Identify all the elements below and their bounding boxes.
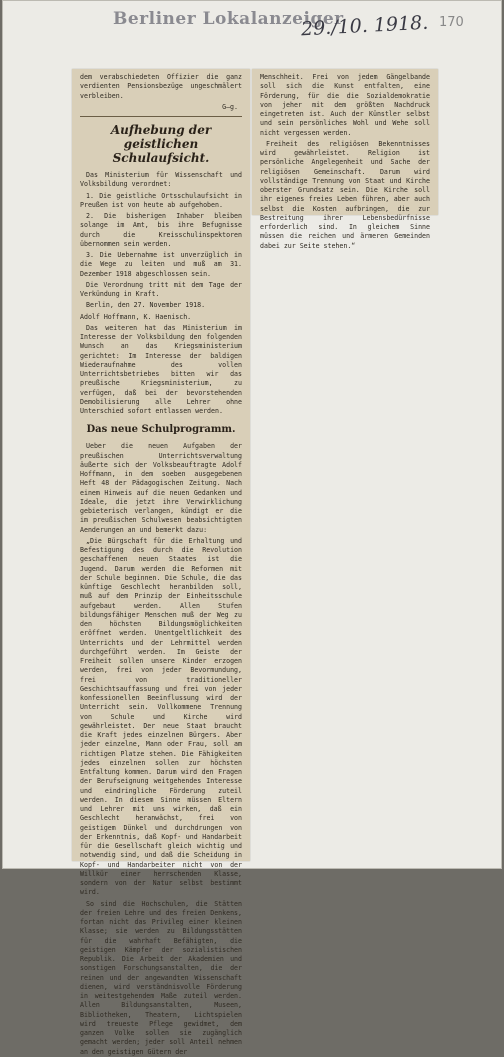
dateline: Berlin, den 27. November 1918. <box>86 301 206 310</box>
signatories: Adolf Hoffmann, K. Haenisch. <box>80 312 192 321</box>
archive-sheet <box>2 0 502 1056</box>
paragraph: 2. Die bisherigen Inhaber bleiben solange im Amt, bis ihre Befugnisse durch die Kreisschulinspektoren übernommen sein werden. <box>80 212 242 248</box>
paragraph: Das Ministerium für Wissenschaft und Volksbildung verordnet: <box>80 171 242 189</box>
headline-school-supervision: Aufhebung der geistlichen Schulaufsicht. <box>110 123 212 165</box>
paragraph: 3. Die Uebernahme ist unverzüglich in die Wege zu leiten und muß am 31. Dezember 1918 abgeschlossen sein. <box>80 251 242 278</box>
paragraph: Freiheit des religiösen Bekenntnisses wird gewährleistet. Religion ist persönliche Angelegenheit und Sache der religiösen Gemeinschaft. Darum wird vollständige Trennung von Staat und Kirche oberster Grundsatz sein. Die Kirche soll ihr eigenes freies Leben führen, aber auch selbst die Kosten aufbringen, die zur Bestreitung ihrer Lebensbedürfnisse erforderlich sind. In gleichem Sinne müssen die reichen und ärmeren Gemeinden dabei zur Seite stehen.“ <box>260 139 430 250</box>
intro-text: dem verabschiedeten Offizier die ganz verdienten Pensionsbezüge ungeschmälert verbleiben. <box>80 73 242 100</box>
newspaper-masthead: Berliner Lokalanzeiger <box>113 9 344 29</box>
divider <box>80 116 242 117</box>
handwritten-date: 29./10. 1918. <box>300 11 429 41</box>
intro-signature: G—g. <box>222 102 238 111</box>
paragraph: Die Verordnung tritt mit dem Tage der Verkündung in Kraft. <box>80 280 242 298</box>
clipping-left-column <box>72 69 250 1056</box>
page-number: 170 <box>439 15 464 30</box>
paragraph: Ueber die neuen Aufgaben der preußischen Unterrichtsverwaltung äußerte sich der Volksbeauftragte Adolf Hoffmann, in dem soeben ausgegebenen Heft 48 der Pädagogischen Zeitung. Nach einem Hinweis auf die neuen Gedanken und Ideale, die jetzt ihre Verwirklichung gebieterisch verlangen, kündigt er die im preußischen Schulwesen beabsichtigten Aenderungen an und bemerkt dazu: <box>80 442 242 534</box>
paragraph: Menschheit. Frei von jedem Gängelbande soll sich die Kunst entfalten, eine Förderung, für die die Sozialdemokratie von jeher mit dem größten Nachdruck eingetreten ist. Auch der Künstler selbst und sein persönliches Wohl und Wehe soll nicht vergessen werden. <box>260 73 430 137</box>
paragraph: „Die Bürgschaft für die Erhaltung und Befestigung des durch die Revolution geschaffenen neuen Staates ist die Jugend. Darum werden die Reformen mit der Schule beginnen. Die Schule, die das künftige Geschlecht heranbilden soll, muß auf dem Prinzip der Einheitsschule aufgebaut werden. Allen Stufen bildungsfähiger Menschen muß der Weg zu den höchsten Bildungsmöglichkeiten eröffnet werden. Unentgeltlichkeit des Unterrichts und der Lehrmittel werden durchgeführt werden. Im Geiste der Freiheit sollen unsere Kinder erzogen werden, frei von jeder Bevormundung, frei von traditioneller Geschichtsauffassung und frei von jeder konfessionellen Beeinflussung wird der Unterricht sein. Vollkommene Trennung von Schule und Kirche wird gewährleistet. Der neue Staat braucht die Kraft jedes einzelnen Bürgers. Aber jeder einzelne, Mann oder Frau, soll am richtigen Platze stehen. Die Fähigkeiten jedes einzelnen sollen zur höchsten Entfaltung kommen. Darum wird den Fragen der Berufseignung weitgehendes Interesse und eindringliche Förderung zuteil werden. In diesem Sinne müssen Eltern und Lehrer mit uns wirken, daß ein Geschlecht heranwächst, frei von geistigem Dünkel und durchdrungen von der Erkenntnis, daß Kopf- und Handarbeit für die Gesellschaft gleich wichtig und notwendig sind, und daß die Scheidung in Kopf- und Handarbeiter nicht von der Willkür einer herrschenden Klasse, sondern von der Natur selbst bestimmt wird. <box>80 536 242 897</box>
clipping-right-column <box>252 69 438 250</box>
headline-school-program: Das neue Schulprogramm. <box>86 424 236 436</box>
paragraph: 1. Die geistliche Ortsschulaufsicht in Preußen ist von heute ab aufgehoben. <box>80 191 242 209</box>
paragraph: So sind die Hochschulen, die Stätten der freien Lehre und des freien Denkens, fortan nicht das Privileg einer kleinen Klasse; sie werden zu Bildungsstätten für die wahrhaft Befähigten, die geistigen Kämpfer der sozialistischen Republik. Die Arbeit der Akademien und sonstigen Forschungsanstalten, die der reinen und der angewandten Wissenschaft dienen, wird verständnisvolle Förderung in weitestgehendem Maße zuteil werden. Allen Bildungsanstalten, Museen, Bibliotheken, Theatern, Lichtspielen wird treueste Pflege gewidmet, dem ganzen Volke sollen sie zugänglich gemacht werden; jeder soll Anteil nehmen an den geistigen Gütern der <box>80 899 242 1056</box>
paragraph: Das weiteren hat das Ministerium im Interesse der Volksbildung den folgenden Wunsch an das Kriegsministerium gerichtet: Im Interesse der baldigen Wiederaufnahme des vollen Unterrichtsbetriebes bitten wir das preußische Kriegsministerium, zu verfügen, daß bei der bevorstehenden Demobilisierung alle Lehrer ohne Unterschied sofort entlassen werden. <box>80 323 242 415</box>
